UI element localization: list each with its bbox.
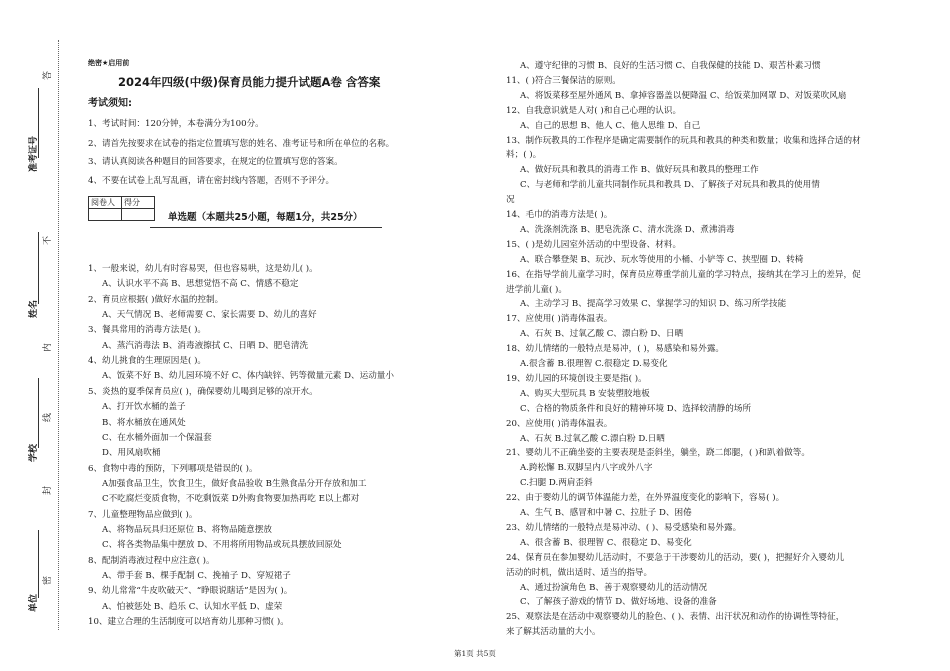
unit-label: 单位 (29, 593, 39, 612)
seal-char: 不 (43, 235, 53, 245)
question-stem: 3、餐具常用的消毒方法是( )。 (88, 325, 207, 336)
note-item: 4、不要在试卷上乱写乱画，请在密封线内答题，否则不予评分。 (88, 176, 335, 186)
answer-options: A、自己的思想 B、他人 C、他人思维 D、自己 (520, 120, 701, 131)
answer-options: A、怕被惩处 B、趋乐 C、认知水平低 D、虚荣 (102, 601, 283, 612)
grader-cell[interactable] (89, 209, 122, 221)
note-item: 3、请认真阅读各种题目的回答要求，在规定的位置填写您的答案。 (88, 157, 343, 167)
answer-options: A、购买大型玩具 B 安装塑胶地板 (520, 388, 650, 399)
answer-options: A、将物品玩具归还原位 B、将物品随意摆放 (102, 524, 272, 535)
question-stem: 8、配制消毒液过程中应注意( )。 (88, 555, 215, 566)
question-stem: 12、自我意识就是人对( )和自己心理的认识。 (506, 105, 682, 116)
answer-options: A、带手套 B、棵手配制 C、挽袖子 D、穿短裙子 (102, 571, 291, 581)
question-stem: 7、儿童整理物品应做到( )。 (88, 509, 198, 520)
seal-line (58, 40, 59, 630)
question-stem-continued: 进学前儿童( )。 (506, 284, 567, 295)
school-blank[interactable] (38, 378, 39, 448)
seal-char: 答 (43, 70, 53, 80)
answer-options: A、石灰 B.过氧乙酸 C.漂白粉 D.日晒 (520, 433, 665, 444)
question-stem: 15、( )是幼儿园室外活动的中型设备、材料。 (506, 239, 682, 250)
question-stem: 13、制作玩教具的工作程序是确定需要制作的玩具和教具的种类和数量；收集和选择合适的材 (506, 135, 861, 146)
question-stem: 1、一般来说，幼儿有时容易哭，但也容易哄，这是幼儿( )。 (88, 264, 318, 274)
school-label: 学校 (29, 443, 39, 462)
question-stem: 6、食物中毒的预防，下列哪项是错误的( )。 (88, 463, 258, 474)
question-stem: 24、保育员在参加婴幼儿活动时，不要急于干涉婴幼儿的活动，要( )，把握好介入婴幼儿 (506, 552, 845, 563)
question-stem: 17、应使用( )消毒体温表。 (506, 314, 613, 325)
answer-options: C、在水桶外面加一个保温套 (102, 432, 212, 443)
answer-options: A、饭菜不好 B、幼儿园环境不好 C、体内缺锌、钙等微量元素 D、运动量小 (102, 371, 394, 382)
question-stem: 9、幼儿常常“牛皮吹破天”、“睁眼说瞎话”是因为( )。 (88, 586, 293, 597)
answer-options: A、通过扮演角色 B、善于观察婴幼儿的活动情况 (520, 582, 708, 593)
answer-options: A、认识水平不高 B、思想觉悟不高 C、情感不稳定 (102, 279, 299, 290)
section-underline (150, 227, 382, 228)
answer-options: B、将水桶放在通风处 (102, 417, 186, 428)
question-stem: 10、建立合理的生活制度可以培育幼儿那种习惯( )。 (88, 617, 289, 628)
answer-options: C不吃腐烂变质食物，不吃剩饭菜 D外购食物要加热再吃 E以上都对 (102, 494, 360, 505)
question-stem: 22、由于婴幼儿的调节体温能力差，在外界温度变化的影响下，容易( )。 (506, 493, 785, 504)
seal-char: 内 (43, 342, 53, 352)
question-stem: 25、观察法是在活动中观察婴幼儿的脸色、( )、表情、出汗状况和动作的协调性等特征， (506, 612, 845, 623)
answer-options: A、打开饮水桶的盖子 (102, 402, 186, 413)
question-stem: 14、毛巾的消毒方法是( )。 (506, 210, 613, 220)
secret-mark: 绝密★启用前 (88, 59, 130, 67)
question-stem: 4、幼儿挑食的生理原因是( )。 (88, 356, 207, 367)
score-label: 得分 (122, 197, 155, 209)
answer-options: C、合格的物质条件和良好的精神环境 D、选择较清静的场所 (520, 403, 752, 414)
exam-no-label: 准考证号 (29, 135, 39, 172)
answer-options: A、遵守纪律的习惯 B、良好的生活习惯 C、自我保健的技能 D、艰苦朴素习惯 (520, 61, 821, 71)
answer-options: A.很含蓄 B.很理智 C.很稳定 D.易变化 (520, 359, 668, 369)
answer-options: A、做好玩具和教具的消毒工作 B、做好玩具和教具的整理工作 (520, 165, 759, 176)
name-blank[interactable] (38, 232, 39, 304)
answer-options: A、天气情况 B、老师需要 C、家长需要 D、幼儿的喜好 (102, 310, 317, 321)
exam-no-blank[interactable] (38, 88, 39, 158)
question-stem: 2、育员应根据( )做好水温的控制。 (88, 294, 224, 305)
question-stem: 5、炎热的夏季保育员应( )，确保婴幼儿喝到足够的凉开水。 (88, 386, 318, 397)
unit-blank[interactable] (38, 530, 39, 598)
answer-options: C、了解孩子游戏的情节 D、做好场地、设备的准备 (520, 597, 717, 608)
question-stem: 21、婴幼儿不正确坐姿的主要表现是歪斜坐，躺坐，跷二郎腿，( )和趴着做等。 (506, 448, 810, 459)
page-number: 第1页 共5页 (454, 649, 496, 658)
note-item: 2、请首先按要求在试卷的指定位置填写您的姓名、准考证号和所在单位的名称。 (88, 139, 395, 149)
answer-options: C.扫腿 D.两肩歪斜 (520, 478, 593, 489)
question-stem: 20、应使用( )消毒体温表。 (506, 418, 613, 429)
answer-options: D、用风扇吹桶 (102, 448, 161, 459)
answer-options: C、将各类物品集中摆放 D、不用将所用物品或玩具摆放回原处 (102, 540, 342, 551)
seal-char: 线 (43, 412, 53, 422)
answer-options: A、很含蓄 B、很理智 C、很稳定 D、易变化 (520, 537, 692, 548)
question-stem: 16、在指导学前儿童学习时，保育员应尊重学前儿童的学习特点，接纳其在学习上的差异，促 (506, 269, 861, 280)
notes-heading: 考试须知: (88, 98, 132, 109)
section-heading: 单选题（本题共25小题，每题1分，共25分） (168, 212, 363, 223)
question-stem-continued: 料；( )。 (506, 150, 542, 161)
page-title: 2024年四级(中级)保育员能力提升试题A卷 含答案 (118, 75, 381, 89)
score-box (88, 196, 155, 221)
question-stem-continued: 来了解其活动量的大小。 (506, 627, 601, 638)
seal-char: 封 (43, 485, 53, 495)
name-label: 姓名 (29, 299, 39, 318)
answer-options: A、生气 B、感冒和中暑 C、拉肚子 D、困倦 (520, 508, 692, 518)
grader-label: 阅卷人 (89, 197, 122, 209)
answer-options: A、石灰 B、过氧乙酸 C、漂白粉 D、日晒 (520, 329, 684, 340)
answer-options: C、与老师和学前儿童共同制作玩具和教具 D、了解孩子对玩具和教具的使用情 (520, 180, 820, 191)
question-stem: 23、幼儿情绪的一般特点是易冲动、( )、易受感染和易外露。 (506, 522, 742, 533)
question-stem-continued: 况 (506, 195, 515, 206)
answer-options: A.跨松懈 B.双脚呈内八字或外八字 (520, 463, 653, 474)
answer-options: A、蒸汽消毒法 B、消毒液擦拭 C、日晒 D、肥皂清洗 (102, 340, 309, 351)
answer-options: A、将饭菜移至屋外通风 B、拿掉容器盖以便降温 C、给饭菜加网罩 D、对饭菜吹风扇 (520, 90, 847, 101)
answer-options: A加强食品卫生，饮食卫生，做好食品验收 B生熟食品分开存放和加工 (102, 478, 367, 489)
question-stem: 19、幼儿园的环境创设主要是指( )。 (506, 373, 647, 384)
answer-options: A、洗涤剂洗涤 B、肥皂洗涤 C、清水洗涤 D、煮沸消毒 (520, 224, 735, 235)
note-item: 1、考试时间：120分钟，本卷满分为100分。 (88, 119, 264, 129)
answer-options: A、联合攀登架 B、玩沙、玩水等使用的小桶、小铲等 C、挟型圈 D、转椅 (520, 254, 804, 265)
score-cell[interactable] (122, 209, 155, 221)
question-stem-continued: 活动的时机，做出适时、适当的指导。 (506, 567, 653, 578)
question-stem: 18、幼儿情绪的一般特点是易冲，( )，易感染和易外露。 (506, 344, 725, 355)
seal-char: 密 (43, 575, 53, 585)
question-stem: 11、( )符合三餐保洁的原则。 (506, 75, 621, 86)
answer-options: A、主动学习 B、提高学习效果 C、掌握学习的知识 D、练习所学技能 (520, 299, 787, 310)
